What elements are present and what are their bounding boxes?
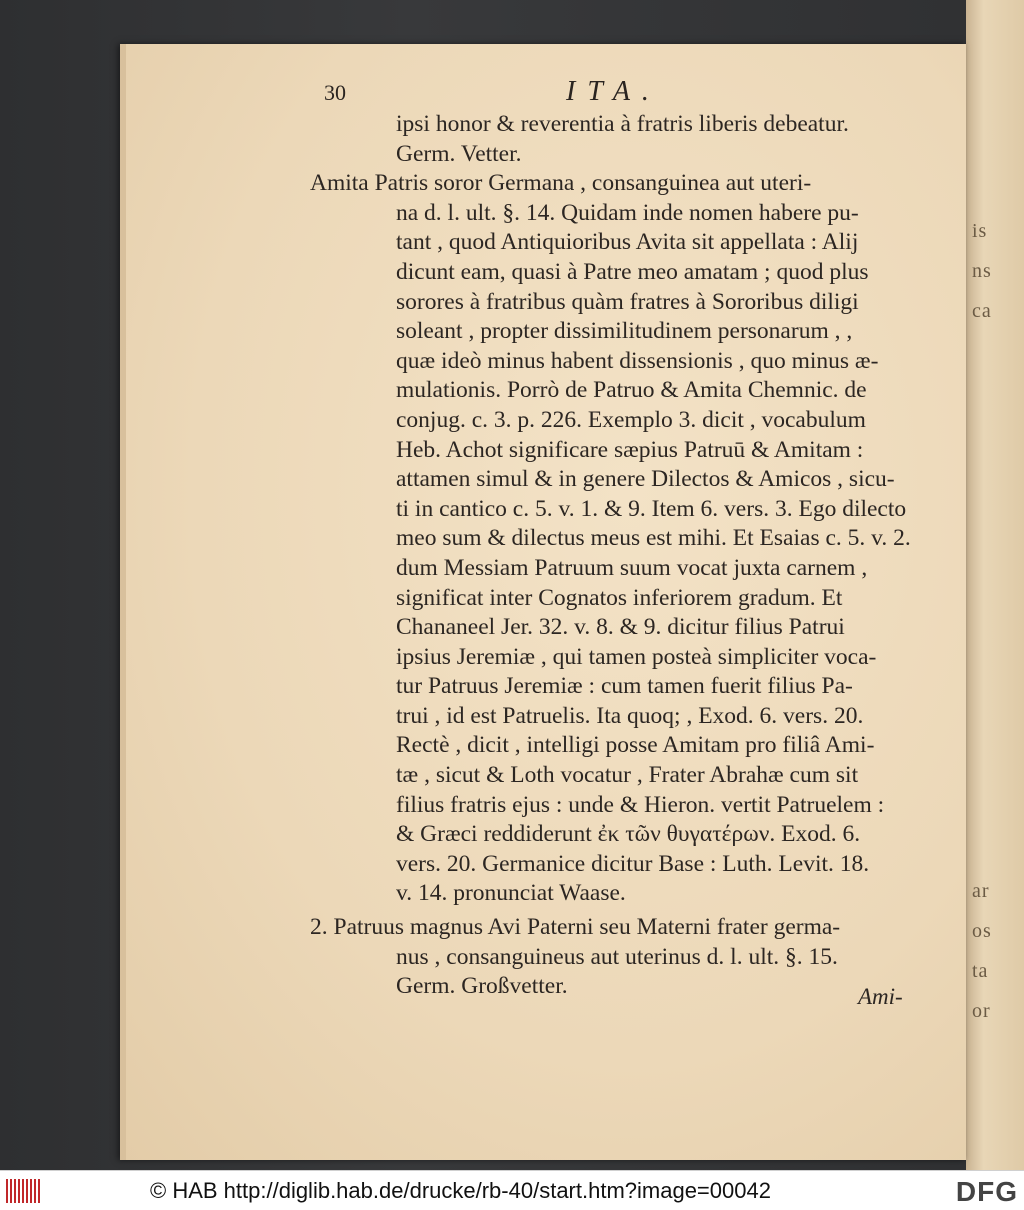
text-line: & Græci reddiderunt ἐκ τῶν θυγατέρων. Exod. 6. — [396, 821, 861, 848]
text-line: trui , id est Patruelis. Ita quoq; , Exod. 6. vers. 20. — [396, 702, 864, 729]
next-page-fragment: ar — [972, 880, 990, 902]
text-line: Germ. Vetter. — [396, 140, 522, 167]
text-line: dicunt eam, quasi à Patre meo amatam ; quod plus — [396, 258, 869, 285]
text-line: filius fratris ejus : unde & Hieron. vertit Patruelem : — [396, 791, 885, 818]
text-line: meo sum & dilectus meus est mihi. Et Esaias c. 5. v. 2. — [396, 525, 911, 552]
text-line: Germ. Großvetter. — [396, 973, 568, 1000]
text-line: quæ ideò minus habent dissensionis , quo minus æ- — [396, 347, 879, 374]
text-line: sorores à fratribus quàm fratres à Sororibus diligi — [396, 288, 859, 315]
copyright-url[interactable]: © HAB http://diglib.hab.de/drucke/rb-40/start.htm?image=00042 — [150, 1178, 771, 1203]
page-number: 30 — [324, 80, 346, 105]
barcode-icon — [6, 1179, 42, 1203]
text-line: nus , consanguineus aut uterinus d. l. ult. §. 15. — [396, 943, 838, 970]
text-line: vers. 20. Germanice dicitur Base : Luth. Levit. 18. — [396, 850, 870, 877]
next-page-fragment: ns — [972, 260, 992, 282]
page-edge — [120, 44, 126, 1160]
text-line: mulationis. Porrò de Patruo & Amita Chemnic. de — [396, 377, 867, 404]
next-page-fragment: os — [972, 920, 992, 942]
text-line: Rectè , dicit , intelligi posse Amitam pro filiâ Ami- — [396, 732, 875, 759]
text-line: significat inter Cognatos inferiorem gradum. Et — [396, 584, 843, 611]
text-line: conjug. c. 3. p. 226. Exemplo 3. dicit , vocabulum — [396, 406, 866, 433]
text-line: Heb. Achot significare sæpius Patruū & Amitam : — [396, 436, 864, 463]
text-line: 2. Patruus magnus Avi Paterni seu Materni frater germa- — [310, 914, 841, 941]
text-line: na d. l. ult. §. 14. Quidam inde nomen habere pu- — [396, 199, 859, 226]
page-body-text — [310, 110, 920, 1002]
dfg-logo: DFG — [955, 1176, 1018, 1207]
text-line: Chananeel Jer. 32. v. 8. & 9. dicitur filius Patrui — [396, 614, 845, 641]
running-head: ITA. — [566, 76, 661, 107]
next-page-fragment: or — [972, 1000, 991, 1022]
text-line: tæ , sicut & Loth vocatur , Frater Abrahæ cum sit — [396, 762, 859, 789]
text-line: attamen simul & in genere Dilectos & Amicos , sicu- — [396, 466, 895, 493]
catchword: Ami- — [858, 984, 903, 1009]
text-line: ipsi honor & reverentia à fratris liberis debeatur. — [396, 111, 849, 137]
next-page-fragment: is — [972, 220, 988, 242]
text-line: ti in cantico c. 5. v. 1. & 9. Item 6. vers. 3. Ego dilecto — [396, 495, 907, 522]
text-line: dum Messiam Patruum suum vocat juxta carnem , — [396, 554, 868, 581]
text-line: ipsius Jeremiæ , qui tamen posteà simpliciter voca- — [396, 643, 877, 670]
text-line: soleant , propter dissimilitudinem personarum , , — [396, 318, 853, 345]
text-line: tur Patruus Jeremiæ : cum tamen fuerit filius Pa- — [396, 673, 853, 700]
next-page-fragment: ta — [972, 960, 989, 982]
next-page-edge — [966, 0, 1024, 1170]
text-line: Amita Patris soror Germana , consanguinea aut uteri- — [310, 170, 812, 197]
footer-bar — [0, 1170, 1024, 1210]
text-line: v. 14. pronunciat Waase. — [396, 880, 626, 907]
next-page-fragment: ca — [972, 300, 992, 322]
text-line: tant , quod Antiquioribus Avita sit appellata : Alij — [396, 229, 859, 256]
